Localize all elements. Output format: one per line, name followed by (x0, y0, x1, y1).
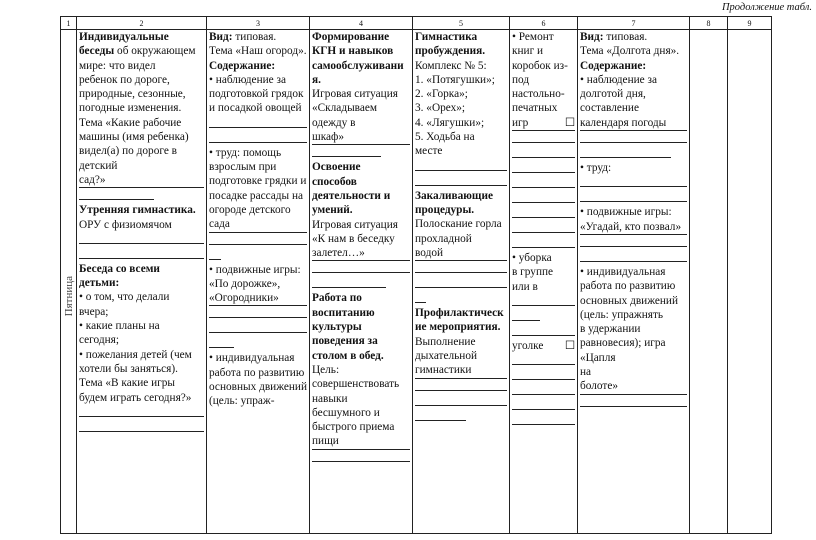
text-line: сад?» (79, 173, 204, 188)
text-line: работа по развитию (209, 366, 305, 379)
fill-line (512, 191, 575, 203)
fill-line (512, 294, 575, 306)
walk-cell (207, 30, 310, 534)
type-label: Вид: (209, 31, 233, 43)
fill-line (79, 405, 204, 417)
fill-line (415, 276, 507, 288)
text-line: детский (79, 159, 118, 172)
bullet-item: • о том, что делали (79, 291, 170, 304)
text-line: на (580, 366, 592, 379)
fill-line (209, 116, 307, 128)
text-line: Комплекс № 5: (415, 59, 487, 72)
kgn-title: я. (312, 73, 321, 86)
text-line: • подвижные игры: (580, 206, 672, 219)
text-line: (цель: упраж- (209, 395, 275, 408)
fill-line (79, 188, 154, 200)
checkbox-icon: ☐ (564, 116, 575, 129)
culture-title: культуры (312, 321, 362, 334)
text-line: подготовке грядки и (209, 175, 307, 188)
topic-line: Тема «В какие игры (79, 377, 176, 390)
fill-line (512, 398, 575, 410)
walk-theme: Тема «Долгота дня». (580, 45, 680, 58)
topic-line: будем играть сегодня?» (79, 391, 192, 404)
fill-line (512, 309, 540, 321)
fill-line (415, 261, 507, 273)
text-line: взрослым при (209, 161, 277, 174)
bullet-item: • какие планы на (79, 320, 160, 333)
text-line: водой (415, 246, 507, 261)
text-line: видел(а) по дороге в (79, 145, 178, 158)
col-number: 9 (728, 17, 772, 30)
text-line: огороде детского (209, 203, 291, 216)
culture-title: поведения за (312, 335, 378, 348)
culture-title: воспитанию (312, 306, 375, 319)
col-number: 2 (77, 17, 207, 30)
fill-line (415, 174, 507, 186)
text-line: Полоскание горла (415, 218, 502, 231)
fill-line (512, 161, 575, 173)
fill-line (512, 176, 575, 188)
labor-cell (510, 30, 578, 534)
text-line: в группе (512, 266, 554, 279)
text-line: игр (512, 116, 529, 129)
list-item: 3. «Орех»; (415, 102, 466, 115)
checkbox-icon: ☐ (564, 339, 575, 352)
gymnastics-text: ОРУ с физиомячом (79, 218, 172, 231)
text-line: в удержании (580, 323, 641, 336)
prevention-title: ие мероприятия. (415, 321, 501, 334)
col-number: 8 (690, 17, 728, 30)
fill-line (580, 190, 687, 202)
bullet-item: сегодня; (79, 334, 119, 347)
text-line: или в (512, 280, 538, 293)
skills-title: Освоение (312, 161, 361, 174)
text-line: под (512, 73, 530, 86)
text-line: «Цапля (580, 351, 616, 364)
fill-line (209, 131, 307, 143)
text-line: • индивидуальная (580, 265, 666, 278)
bullet-item: хотели бы заняться). (79, 362, 178, 375)
text-line: • наблюдение за (209, 73, 286, 86)
col-number: 7 (578, 17, 690, 30)
fill-line (79, 420, 204, 432)
text-line: • подвижные игры: (209, 263, 301, 276)
hardening-title: Закаливающие (415, 189, 493, 202)
text-line: основных движений (580, 294, 679, 307)
fill-line (512, 368, 575, 380)
schedule-table (60, 16, 772, 534)
fill-line (79, 247, 204, 259)
fill-line (209, 321, 307, 333)
type-value: типовая. (232, 31, 277, 43)
group-talk-title-2: детьми: (79, 277, 120, 290)
col-number: 6 (510, 17, 578, 30)
gymnastics-title: Утренняя гимнастика. (79, 204, 196, 217)
text-line: основных движений (209, 381, 307, 394)
text-line: «Огородники» (209, 291, 307, 306)
list-item: 4. «Лягушки»; (415, 116, 485, 129)
col-number: 3 (207, 17, 310, 30)
fill-line (415, 159, 507, 171)
text-line: уголке (512, 339, 544, 352)
kgn-title: КГН и навыков (312, 45, 394, 58)
skills-title: деятельности и (312, 189, 391, 202)
fill-line (312, 450, 410, 462)
text-line: настольно- (512, 88, 565, 101)
text-line: • индивидуальная (209, 352, 295, 365)
text-line: Игровая ситуация (312, 218, 398, 231)
fill-line (209, 248, 221, 260)
text-line: книг и (512, 45, 544, 58)
text-line: • Ремонт (512, 31, 554, 43)
list-item: месте (415, 145, 443, 158)
health-cell (413, 30, 510, 534)
text-line: сада (209, 217, 307, 232)
fill-line (512, 353, 575, 365)
text-line: Выполнение (415, 335, 476, 348)
col-number: 5 (413, 17, 510, 30)
culture-title: столом в обед. (312, 349, 384, 362)
col-number: 1 (61, 17, 77, 30)
type-label: Вид: (580, 31, 604, 43)
text-line: ребенок по дороге, (79, 73, 170, 86)
fill-line (415, 409, 466, 421)
fill-line (580, 235, 687, 247)
fill-line (512, 146, 575, 158)
fill-line (512, 236, 575, 248)
skills-title: способов (312, 175, 357, 188)
group-talk-title: Беседа со всеми (79, 262, 160, 275)
text-line: «Угадай, кто позвал» (580, 220, 687, 235)
text-line: Тема «Какие рабочие (79, 116, 182, 129)
text-line: пищи (312, 434, 410, 449)
regime-cell (310, 30, 413, 534)
talks-text: об окружающем (114, 45, 196, 58)
text-line: посадке рассады на (209, 189, 303, 202)
fill-line (512, 413, 575, 425)
fill-line (580, 175, 687, 187)
text-line: болоте» (580, 379, 687, 394)
talks-title: Индивидуальные (79, 31, 169, 43)
fill-line (580, 131, 687, 143)
text-line: шкаф» (312, 130, 410, 145)
fill-line (312, 261, 410, 273)
fill-line (415, 394, 507, 406)
content-label: Содержание: (209, 59, 276, 72)
text-line: дыхательной (415, 350, 478, 363)
continuation-note: Продолжение табл. (721, 2, 812, 13)
text-line: • труд: (580, 162, 612, 175)
hardening-title: процедуры. (415, 203, 475, 216)
text-line: природные, сезонные, (79, 88, 186, 101)
text-line: Цель: (312, 363, 340, 376)
text-line: Игровая ситуация (312, 88, 398, 101)
fill-line (580, 395, 687, 407)
fill-line (512, 131, 575, 143)
text-line: (цель: упражнять (580, 308, 664, 321)
text-line: • труд: помощь (209, 146, 282, 159)
fill-line (79, 232, 204, 244)
fill-line (580, 250, 687, 262)
text-line: навыки (312, 392, 348, 405)
text-line: «По дорожке», (209, 277, 281, 290)
text-line: составление (580, 102, 639, 115)
fill-line (209, 306, 307, 318)
fill-line (415, 379, 507, 391)
text-line: прохладной (415, 232, 472, 245)
fill-line (415, 291, 426, 303)
list-item: 1. «Потягушки»; (415, 73, 495, 86)
col-number: 4 (310, 17, 413, 30)
fill-line (512, 206, 575, 218)
fill-line (209, 233, 307, 245)
text-line: быстрого приема (312, 421, 395, 434)
column-number-row (61, 17, 772, 30)
skills-title: умений. (312, 204, 353, 217)
bullet-item: вчера; (79, 305, 109, 318)
text-line: календаря погоды (580, 116, 687, 131)
text-line: • уборка (512, 252, 552, 265)
morning-cell (77, 30, 207, 534)
fill-line (512, 221, 575, 233)
day-label-cell (61, 30, 77, 534)
text-line: работа по развитию (580, 280, 676, 293)
list-item: 2. «Горка»; (415, 88, 468, 101)
wakeup-title: Гимнастика (415, 31, 478, 43)
text-line: машины (имя ребенка) (79, 131, 189, 144)
fill-line (209, 336, 234, 348)
empty-cell-8 (690, 30, 728, 534)
list-item: 5. Ходьба на (415, 131, 475, 144)
evening-walk-cell (578, 30, 690, 534)
text-line: «К нам в беседку (312, 232, 395, 245)
text-line: залетел…» (312, 246, 410, 261)
text-line: бесшумного и (312, 406, 380, 419)
culture-title: Работа по (312, 292, 362, 305)
text-line: • наблюдение за (580, 73, 657, 86)
friday-row (61, 30, 772, 534)
text-line: подготовкой грядок (209, 88, 304, 101)
day-label: Пятница (62, 275, 75, 317)
fill-line (580, 146, 671, 158)
text-line: долготой дня, (580, 88, 646, 101)
text-line: одежду в (312, 116, 356, 129)
text-line: коробок из- (512, 59, 568, 72)
kgn-title: самообслуживани (312, 59, 404, 72)
bullet-item: • пожелания детей (чем (79, 348, 192, 361)
text-line: совершенствовать (312, 378, 400, 391)
text-line: и посадкой овощей (209, 102, 302, 115)
type-value: типовая. (603, 31, 648, 43)
fill-line (312, 276, 386, 288)
wakeup-title: пробуждения. (415, 45, 486, 58)
fill-line (312, 145, 381, 157)
text-line: погодные изменения. (79, 102, 182, 115)
fill-line (512, 383, 575, 395)
text-line: печатных (512, 102, 558, 115)
text-line: «Складываем (312, 102, 378, 115)
walk-theme: Тема «Наш огород». (209, 45, 307, 58)
empty-cell-9 (728, 30, 772, 534)
prevention-title: Профилактическ (415, 307, 504, 320)
text-line: равновесия); игра (580, 337, 666, 350)
text-line: мире: что видел (79, 59, 156, 72)
kgn-title: Формирование (312, 31, 390, 43)
fill-line (512, 324, 575, 336)
text-line: гимнастики (415, 363, 507, 378)
talks-title-2: беседы (79, 45, 115, 58)
content-label: Содержание: (580, 59, 647, 72)
